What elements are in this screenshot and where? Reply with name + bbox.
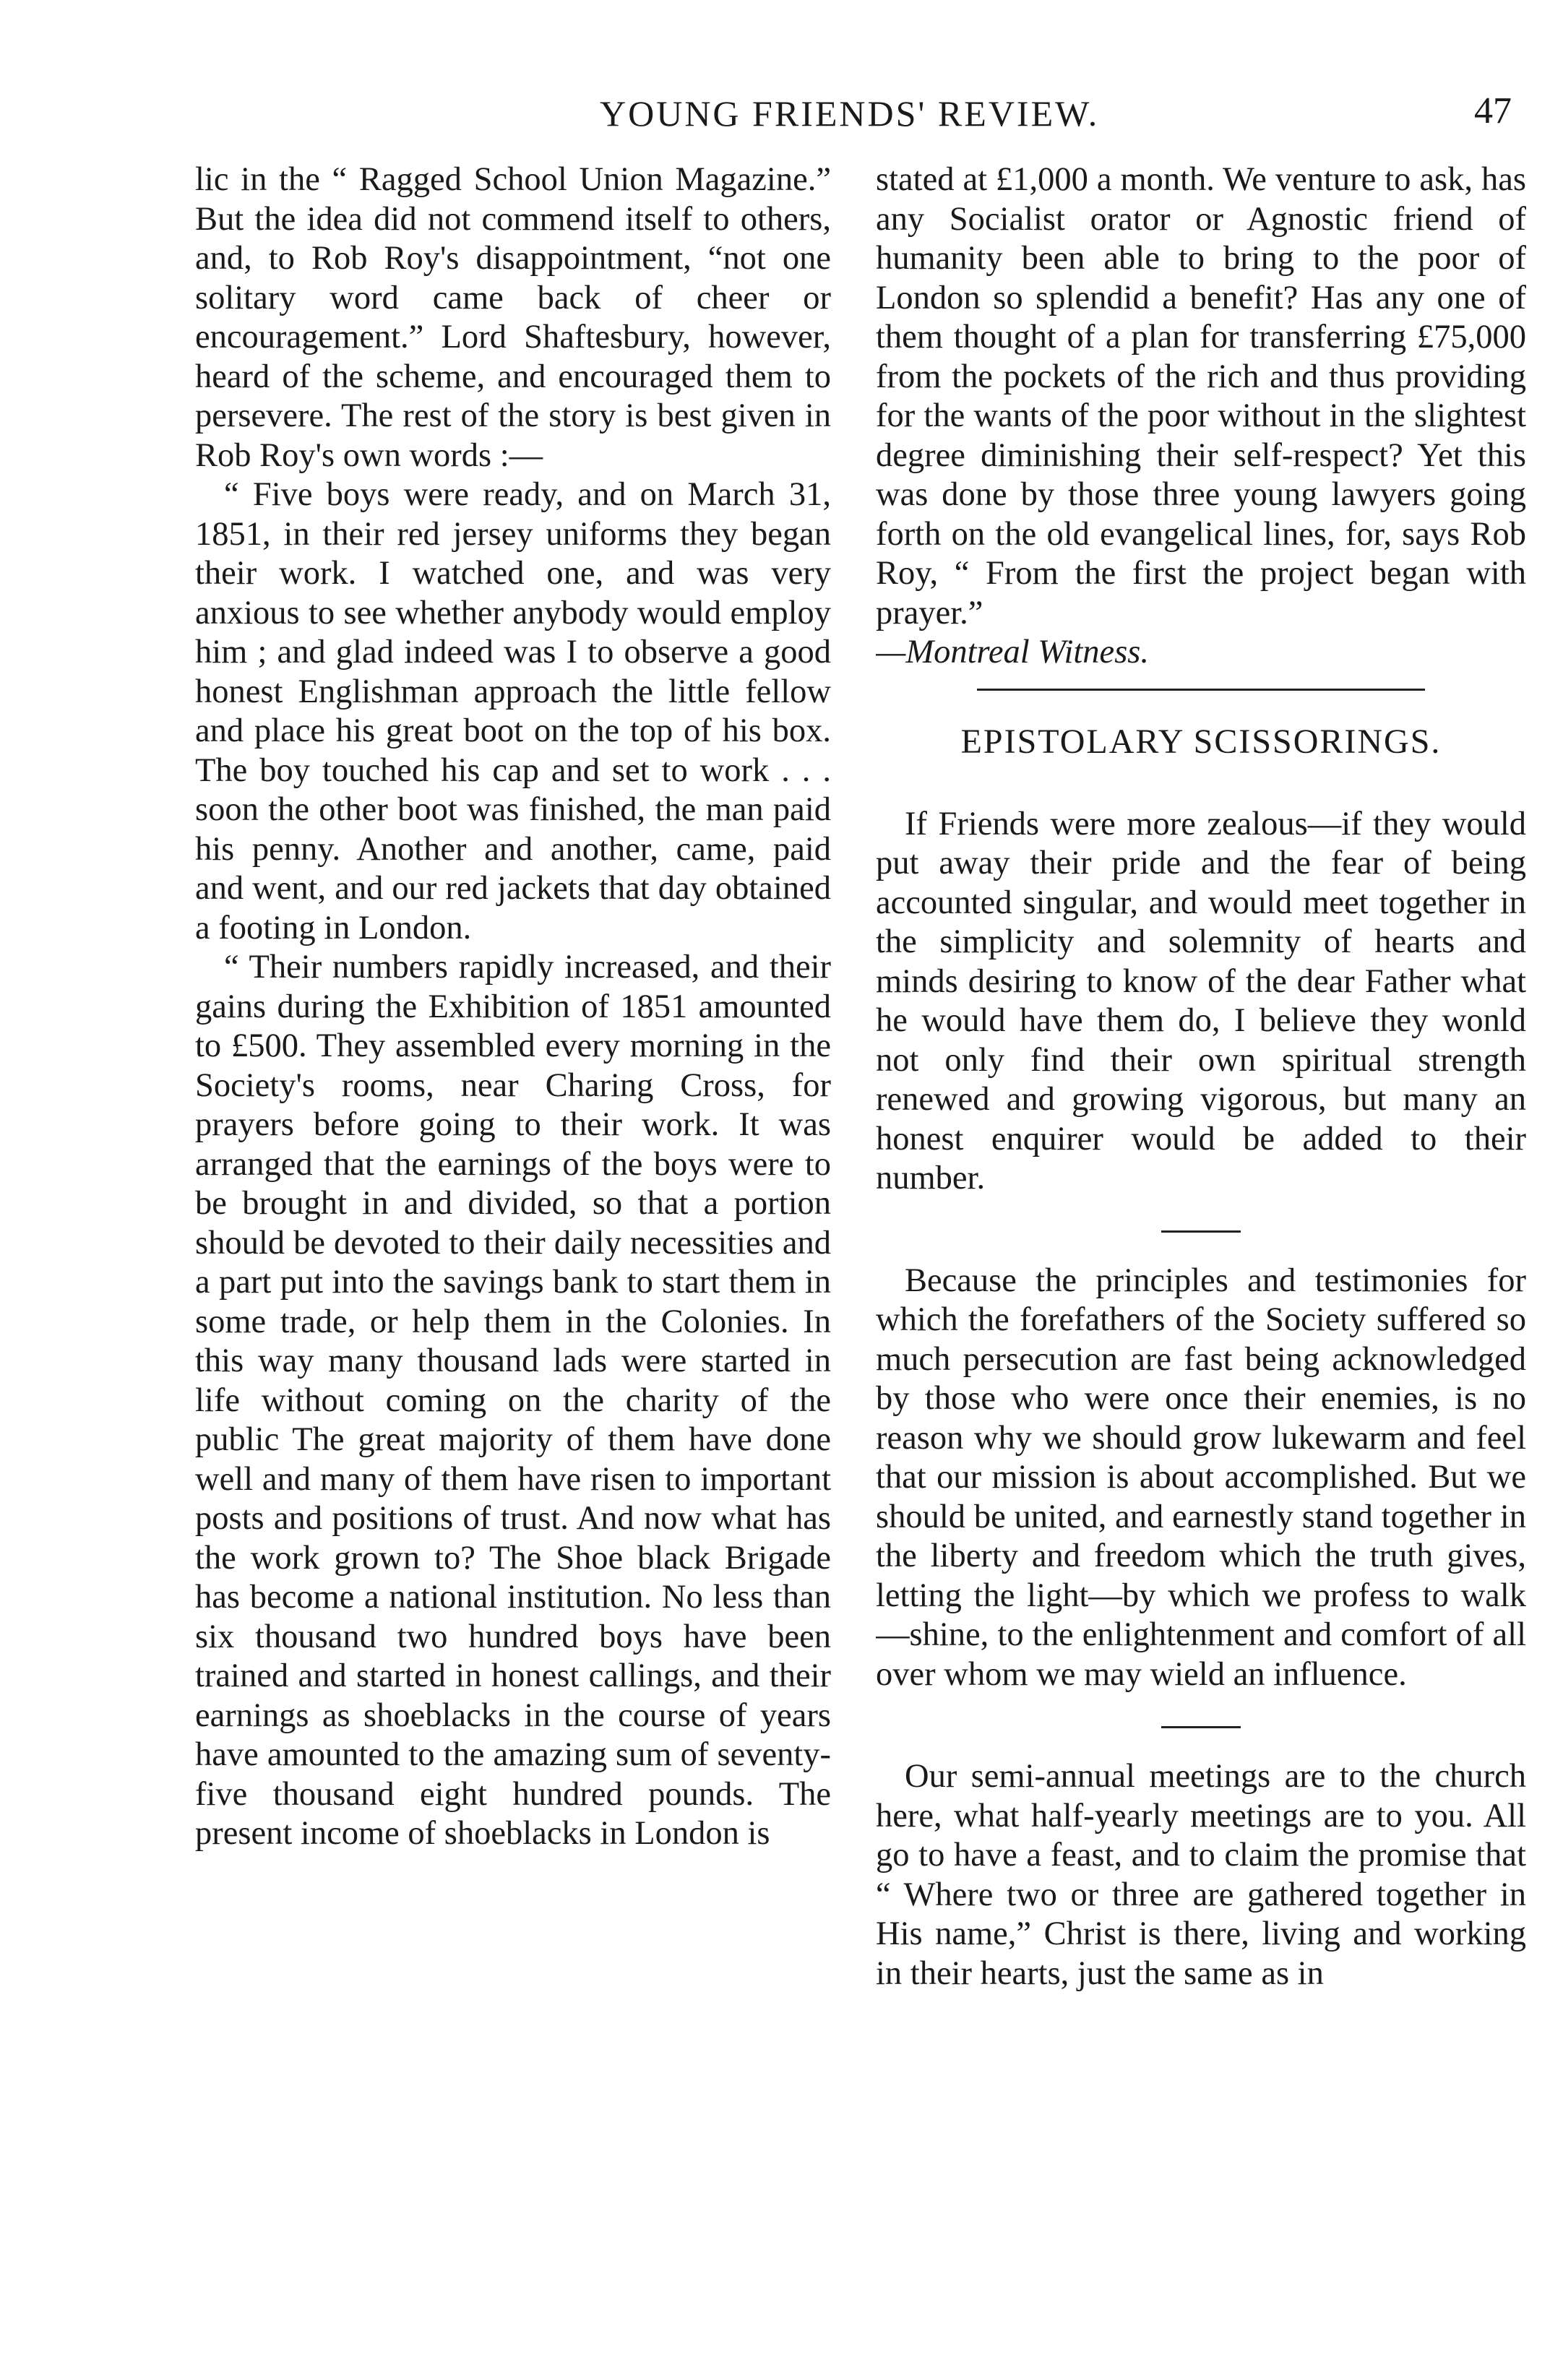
- article-continuation: stated at £1,000 a month. We venture to ask, has any Socialist orator or Agnostic friend of humanity been able to bring to the poor of London so splendid a benefit? Has any one of them thought of a plan for transferring £75,000 from the pockets of the rich and thus providing for the wants of the poor without in the slightest degree diminishing their self-respect? Yet this was done by those three young lawyers going forth on the old evangelical lines, for, says Rob Roy, “ From the first the project began with prayer.”: [876, 161, 1526, 631]
- page-header: [0, 85, 1563, 143]
- right-column: [876, 160, 1526, 2299]
- paragraph-divider: [1161, 1726, 1241, 1728]
- paragraph-divider: [1161, 1230, 1241, 1233]
- section-heading: EPISTOLARY SCISSORINGS.: [960, 722, 1442, 761]
- section-divider: [977, 689, 1425, 691]
- article-paragraph: “ Five boys were ready, and on March 31, 1851, in their red jersey uniforms they began their work. I watched one, and was very anxious to see whether anybody would employ him ; and glad indeed was I to observe a good honest Englishman approach the little fellow and place his great boot on the top of his box. The boy touched his cap and set to work . . . soon the other boot was finished, the man paid his penny. Another and another, came, paid and went, and our red jackets that day obtained a footing in London.: [195, 476, 831, 947]
- scissoring-paragraph: Our semi-annual meetings are to the church here, what half-yearly meetings are to you. All go to have a feast, and to claim the promise that “ Where two or three are gathered together in His name,” Christ is there, living and working in their hearts, just the same as in: [876, 1758, 1526, 1992]
- left-column: [195, 160, 831, 2299]
- article-paragraph: “ Their numbers rapidly increased, and their gains during the Exhibition of 1851 amounted to £500. They assembled every morning in the Society's rooms, near Charing Cross, for prayers before going to their work. It was arranged that the earnings of the boys were to be brought in and divided, so that a portion should be devoted to their daily necessities and a part put into the savings bank to start them in some trade, or help them in the Colonies. In this way many thousand lads were started in life without coming on the charity of the public The great majority of them have done well and many of them have risen to important posts and positions of trust. And now what has the work grown to? The Shoe black Brigade has become a national institution. No less than six thousand two hundred boys have been trained and started in honest callings, and their earnings as shoeblacks in the course of years have amounted to the amazing sum of seventy-five thousand eight hundred pounds. The present income of shoeblacks in London is: [195, 949, 831, 1852]
- scissoring-paragraph: If Friends were more zealous—if they would put away their pride and the fear of being accounted singular, and would meet together in the simplicity and solemnity of hearts and minds desiring to know of the dear Father what he would have them do, I believe they wonld not only find their own spiritual strength renewed and growing vigorous, but many an honest enquirer would be added to their number.: [876, 805, 1526, 1197]
- article-attribution: —Montreal Witness.: [876, 634, 1150, 671]
- scissoring-paragraph: Because the principles and testimonies for which the forefathers of the Society suffered so much persecution are fast being acknowledged by those who were once their enemies, is no reason why we should grow lukewarm and feel that our mission is about accomplished. But we should be united, and earnestly stand together in the liberty and freedom which the truth gives, letting the light—by which we profess to walk—shine, to the enlightenment and comfort of all over whom we may wield an influence.: [876, 1262, 1526, 1693]
- article-paragraph: lic in the “ Ragged School Union Magazine.” But the idea did not commend itself to others, and, to Rob Roy's disappointment, “not one solitary word came back of cheer or encouragement.” Lord Shaftesbury, however, heard of the scheme, and encouraged them to persevere. The rest of the story is best given in Rob Roy's own words :—: [195, 161, 831, 474]
- running-title: YOUNG FRIENDS' REVIEW.: [600, 93, 1100, 134]
- page-number: 47: [1474, 90, 1512, 131]
